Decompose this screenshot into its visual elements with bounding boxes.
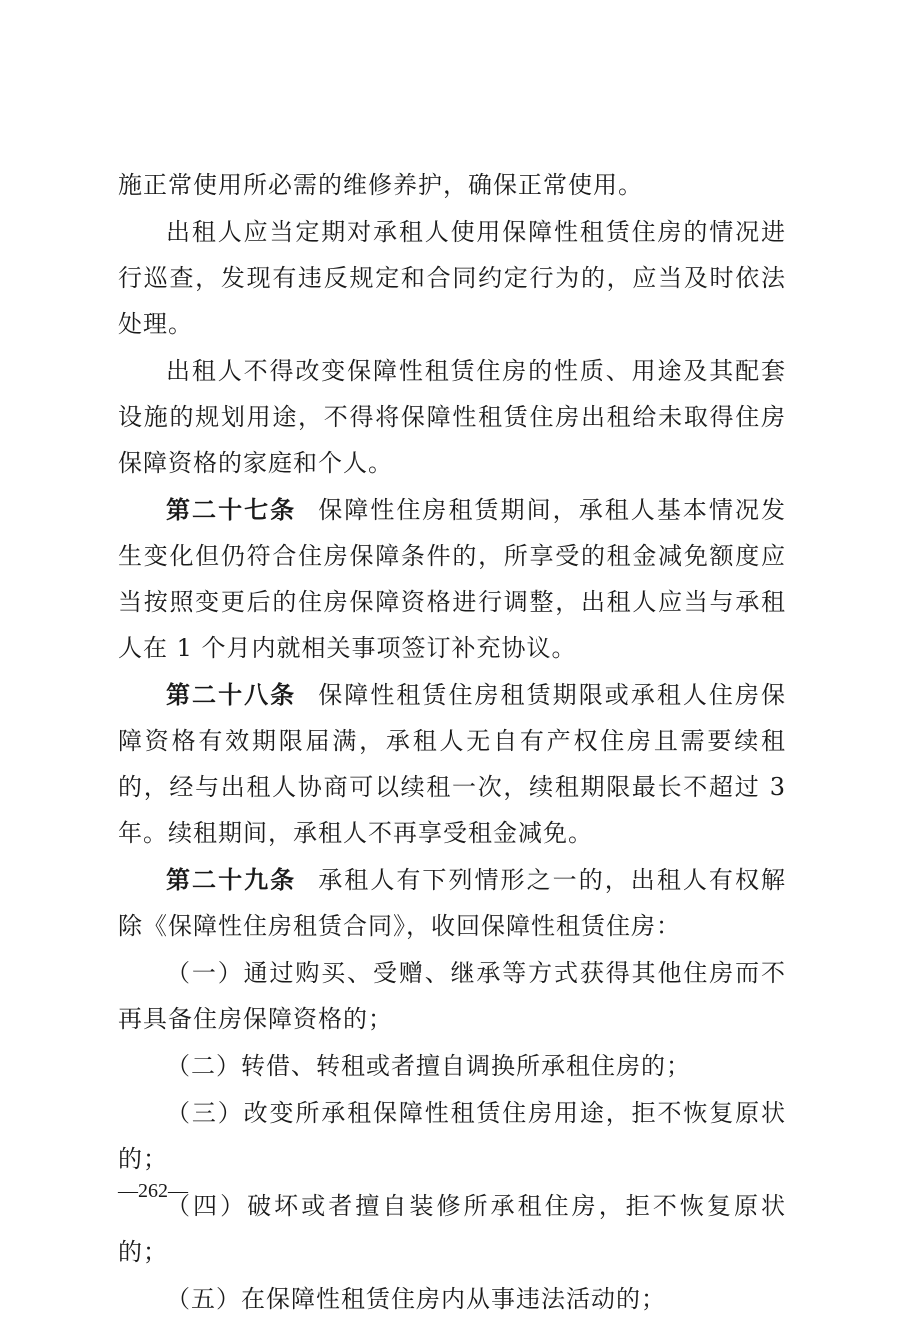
paragraph-text: 保障性住房租赁期间，承租人基本情况发生变化但仍符合住房保障条件的，所享受的租金减免额度应当按照变更后的住房保障资格进行调整，出租人应当与承租人在 1 个月内就相关事项签订补充协议。 <box>118 496 787 662</box>
body-paragraph <box>118 1090 786 1182</box>
paragraph-text: （四）破坏或者擅自装修所承租住房，拒不恢复原状的； <box>118 1192 786 1266</box>
body-paragraph <box>118 209 786 347</box>
paragraph-text: 保障性租赁住房租赁期限或承租人住房保障资格有效期限届满，承租人无自有产权住房且需要续租的，经与出租人协商可以续租一次，续租期限最长不超过 3 年。续租期间，承租人不再享受租金减免。 <box>118 681 787 847</box>
paragraph-text: 出租人应当定期对承租人使用保障性租赁住房的情况进行巡查，发现有违反规定和合同约定行为的，应当及时依法处理。 <box>118 218 786 338</box>
body-paragraph <box>118 1043 786 1089</box>
body-paragraph <box>118 1183 786 1275</box>
paragraph-text: （五）在保障性租赁住房内从事违法活动的； <box>166 1285 666 1313</box>
page-number: —262— <box>118 1180 188 1202</box>
paragraph-text: 施正常使用所必需的维修养护，确保正常使用。 <box>118 171 643 199</box>
article-number: 第二十七条 <box>166 496 297 524</box>
body-paragraph <box>118 950 786 1042</box>
paragraph-text: 出租人不得改变保障性租赁住房的性质、用途及其配套设施的规划用途，不得将保障性租赁住房出租给未取得住房保障资格的家庭和个人。 <box>118 357 786 477</box>
body-paragraph <box>118 348 786 486</box>
body-paragraph <box>118 1276 786 1322</box>
article-paragraph <box>118 672 786 856</box>
paragraph-text: （二）转借、转租或者擅自调换所承租住房的； <box>166 1052 691 1080</box>
article-number: 第二十九条 <box>166 866 297 894</box>
document-body <box>118 162 786 1323</box>
article-paragraph <box>118 857 786 949</box>
article-paragraph <box>118 487 786 671</box>
article-number: 第二十八条 <box>166 681 297 709</box>
paragraph-text: （三）改变所承租保障性租赁住房用途，拒不恢复原状的； <box>118 1099 786 1173</box>
body-paragraph <box>118 162 786 208</box>
paragraph-text: 承租人有下列情形之一的，出租人有权解除《保障性住房租赁合同》，收回保障性租赁住房： <box>118 866 787 940</box>
paragraph-text: （一）通过购买、受赠、继承等方式获得其他住房而不再具备住房保障资格的； <box>118 959 786 1033</box>
